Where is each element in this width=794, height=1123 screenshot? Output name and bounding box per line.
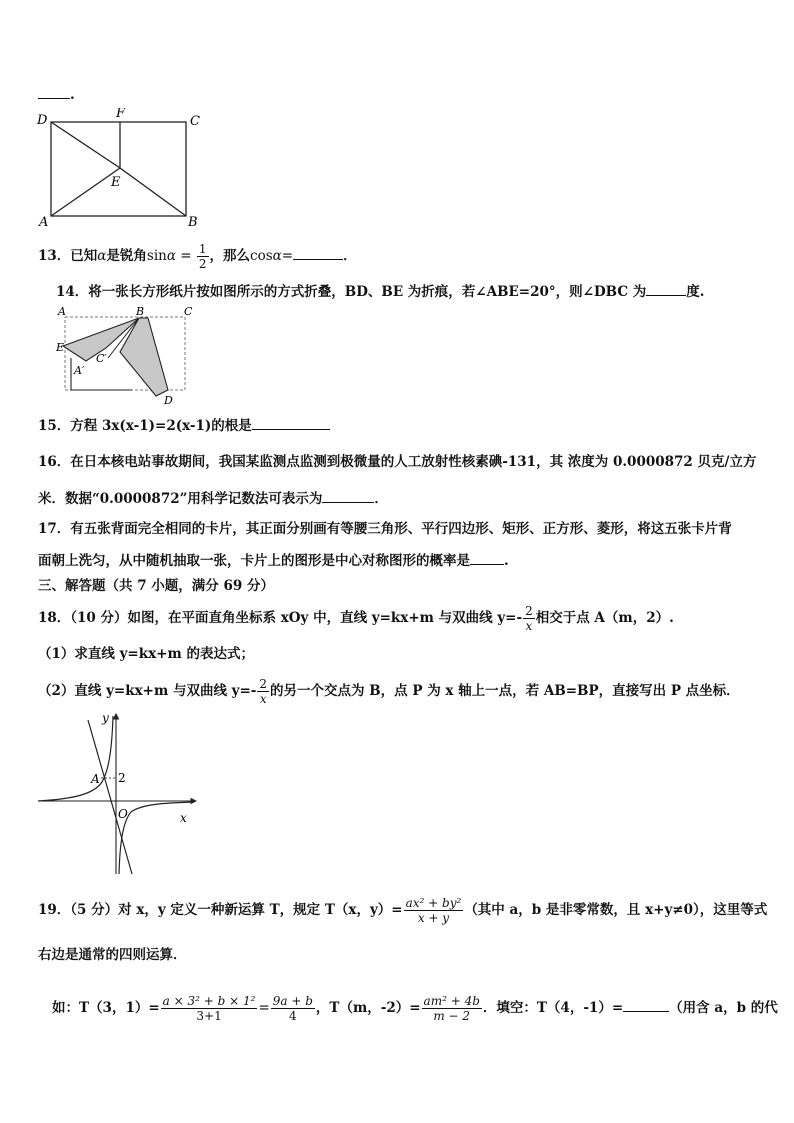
line-y-kx-m — [88, 720, 132, 874]
fraction-denominator: 2 — [198, 257, 207, 271]
q14-answer-blank[interactable] — [646, 281, 686, 296]
q19-example-mid: ，T（m，-2）= — [315, 1000, 421, 1016]
q13-tail: ． — [343, 248, 357, 264]
q13-mid: 是锐角 — [106, 248, 147, 264]
label-a: A — [58, 305, 66, 318]
fraction-denominator: m − 2 — [433, 1009, 471, 1023]
q15-answer-blank[interactable] — [252, 415, 330, 430]
fraction-numerator: am² + 4b — [423, 994, 480, 1008]
equals: = — [258, 1000, 270, 1016]
fraction-numerator: a × 3² + b × 1² — [162, 994, 256, 1008]
q17-line1 — [38, 519, 732, 539]
q18-line1 — [38, 604, 674, 633]
q13-pre: 已知 — [70, 248, 98, 264]
fraction-numerator: 2 — [259, 677, 268, 691]
q19-pre: 19．（5 分）对 x，y 定义一种新运算 T，规定 T（x，y）= — [38, 902, 403, 918]
q12-tail: . — [70, 87, 75, 103]
label-c: C — [190, 114, 200, 129]
label-d: D — [164, 394, 173, 407]
q13-number: 13． — [38, 248, 71, 264]
label-a: A — [91, 772, 100, 786]
segment-de — [51, 122, 120, 168]
q14-tail: 度. — [686, 284, 705, 300]
q16-text-1: 16．在日本核电站事故期间，我国某监测点监测到极微量的人工放射性核素碘-131，其 浓度为 0.0000872 贝克/立方 — [38, 454, 757, 470]
label-f: F — [116, 108, 126, 121]
hyperbola-branch-left — [38, 716, 113, 801]
q19-line2 — [38, 945, 187, 965]
q18-sub2-pre: （2）直线 y=kx+m 与双曲线 y=- — [38, 683, 257, 699]
q16-line1 — [38, 452, 756, 472]
q19-line1 — [38, 896, 767, 925]
fraction-one-half — [197, 242, 209, 271]
equals: = — [281, 248, 294, 264]
sin-label: sin — [146, 248, 167, 264]
q14-text: 14．将一张长方形纸片按如图所示的方式折叠，BD、BE 为折痕，若∠ABE=20°，则∠DBC 为 — [56, 284, 647, 300]
fraction-example-3 — [422, 994, 482, 1023]
q12-answer-blank[interactable] — [38, 84, 70, 99]
q17-text-2: 面朝上洗匀，从中随机抽取一张，卡片上的图形是中心对称图形的概率是 — [38, 553, 470, 569]
q18-sub1-text: （1）求直线 y=kx+m 的表达式； — [38, 646, 254, 662]
fraction-2-over-x — [257, 677, 269, 706]
label-b: B — [136, 305, 145, 318]
q14-figure — [54, 304, 204, 408]
label-c-prime: C′ — [96, 352, 107, 365]
q18-sub2-post: 的另一个交点为 B，点 P 为 x 轴上一点，若 AB=BP，直接写出 P 点坐标． — [270, 683, 740, 699]
q16-answer-blank[interactable] — [322, 488, 374, 503]
q12-figure — [34, 108, 204, 228]
cos-label: cos — [250, 248, 273, 264]
q19-example-line — [52, 994, 778, 1023]
q18-sub1 — [38, 644, 254, 664]
fraction-denominator: 3+1 — [196, 1009, 222, 1023]
q18-sub2 — [38, 677, 740, 706]
segment-ae — [51, 168, 120, 216]
label-b: B — [188, 215, 198, 228]
q17-answer-blank[interactable] — [470, 550, 504, 565]
fraction-numerator: 1 — [198, 242, 207, 256]
q14-line — [56, 281, 704, 302]
fraction-numerator: 9a + b — [272, 994, 313, 1008]
label-y: y — [102, 711, 109, 725]
q19-text-2: 右边是通常的四则运算． — [38, 947, 187, 963]
q15-line — [38, 415, 330, 436]
label-x: x — [180, 811, 187, 825]
fraction-example-1 — [161, 994, 258, 1023]
fraction-example-2 — [271, 994, 315, 1023]
label-c: C — [184, 305, 193, 318]
label-two: 2 — [118, 771, 126, 785]
label-a-prime: A′ — [74, 364, 85, 377]
q19-example-pre: 如：T（3，1）= — [52, 1000, 160, 1016]
q19-example-post: ．填空：T（4，-1）= — [482, 1000, 624, 1016]
q19-answer-blank[interactable] — [623, 997, 669, 1012]
q17-line2 — [38, 550, 509, 571]
label-e: E — [56, 341, 65, 354]
q12-answer-line — [38, 84, 75, 105]
q13-answer-blank[interactable] — [293, 245, 343, 260]
fraction-numerator: 2 — [525, 604, 533, 618]
fraction-denominator: x — [259, 692, 267, 706]
q19-example-tail: （用含 a，b 的代 — [669, 1000, 778, 1016]
q18-post: 相交于点 A（m，2）. — [535, 610, 674, 626]
fraction-t-definition — [404, 896, 464, 925]
alpha-symbol: α — [272, 248, 282, 264]
q16-line2 — [38, 488, 388, 509]
section-title — [38, 576, 274, 596]
fraction-denominator: x + y — [417, 911, 450, 925]
fraction-denominator: x — [525, 619, 533, 633]
section-3-title: 三、解答题（共 7 小题，满分 69 分） — [38, 578, 274, 594]
fraction-denominator: 4 — [289, 1009, 297, 1023]
label-e: E — [111, 175, 121, 190]
segment-eb — [120, 168, 186, 216]
folded-flap-right — [120, 318, 168, 396]
q16-tail: ． — [374, 491, 388, 507]
label-d: D — [37, 113, 48, 128]
q13-then: ，那么 — [209, 248, 251, 264]
q17-tail: . — [504, 553, 509, 569]
equals: = — [176, 248, 196, 264]
label-a: A — [39, 215, 49, 228]
q16-text-2: 米．数据“0.0000872”用科学记数法可表示为 — [38, 491, 323, 507]
label-o: O — [118, 807, 128, 821]
q17-text-1: 17．有五张背面完全相同的卡片，其正面分别画有等腰三角形、平行四边形、矩形、正方形、菱形，将这五张卡片背 — [38, 521, 732, 537]
q15-text: 15．方程 3x(x-1)=2(x-1)的根是 — [38, 418, 252, 434]
q18-figure — [34, 708, 204, 876]
alpha-symbol: α — [166, 248, 176, 264]
alpha-symbol: α — [97, 248, 107, 264]
q18-pre: 18．（10 分）如图，在平面直角坐标系 xOy 中，直线 y=kx+m 与双曲线 y=- — [38, 610, 523, 626]
q19-post: （其中 a，b 是非零常数，且 x+y≠0），这里等式 — [464, 902, 768, 918]
q13-line — [38, 242, 357, 271]
fraction-numerator: ax² + by² — [405, 896, 462, 910]
fraction-2-over-x — [523, 604, 535, 633]
